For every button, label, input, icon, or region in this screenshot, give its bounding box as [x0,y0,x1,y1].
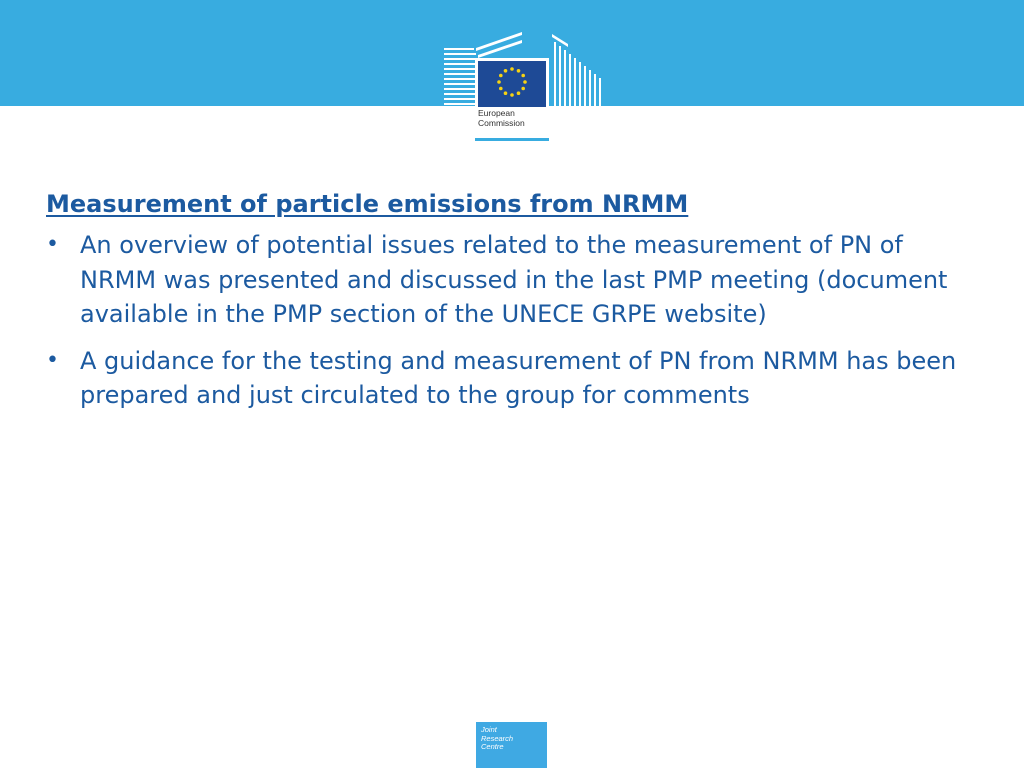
bullet-icon: • [46,347,59,373]
jrc-text-line3: Centre [481,742,504,751]
bullet-item-2 [46,344,986,413]
jrc-logo [476,722,547,768]
bullet-text-1: An overview of potential issues related to the measurement of PN of NRMM was presented and discussed in the last PMP meeting (document available in the PMP section of the UNECE GRPE website) [80,231,948,328]
slide-title: Measurement of particle emissions from NRMM [46,190,689,218]
bullet-icon: • [46,232,59,257]
jrc-text-line2: Research [481,733,514,743]
bullet-list [46,228,986,413]
ec-logo-text [478,108,548,128]
bullet-text-2: A guidance for the testing and measurement of PN from NRMM has been prepared and just circulated to the group for comments [80,346,957,409]
bullet-item-1 [46,228,986,332]
ec-logo-text-line1: European [478,108,515,118]
slide-content [46,186,986,425]
european-commission-logo [440,28,610,142]
jrc-text-line1: Joint [481,725,497,734]
ec-logo-text-line2: Commission [478,118,525,128]
jrc-logo-text [481,726,513,752]
